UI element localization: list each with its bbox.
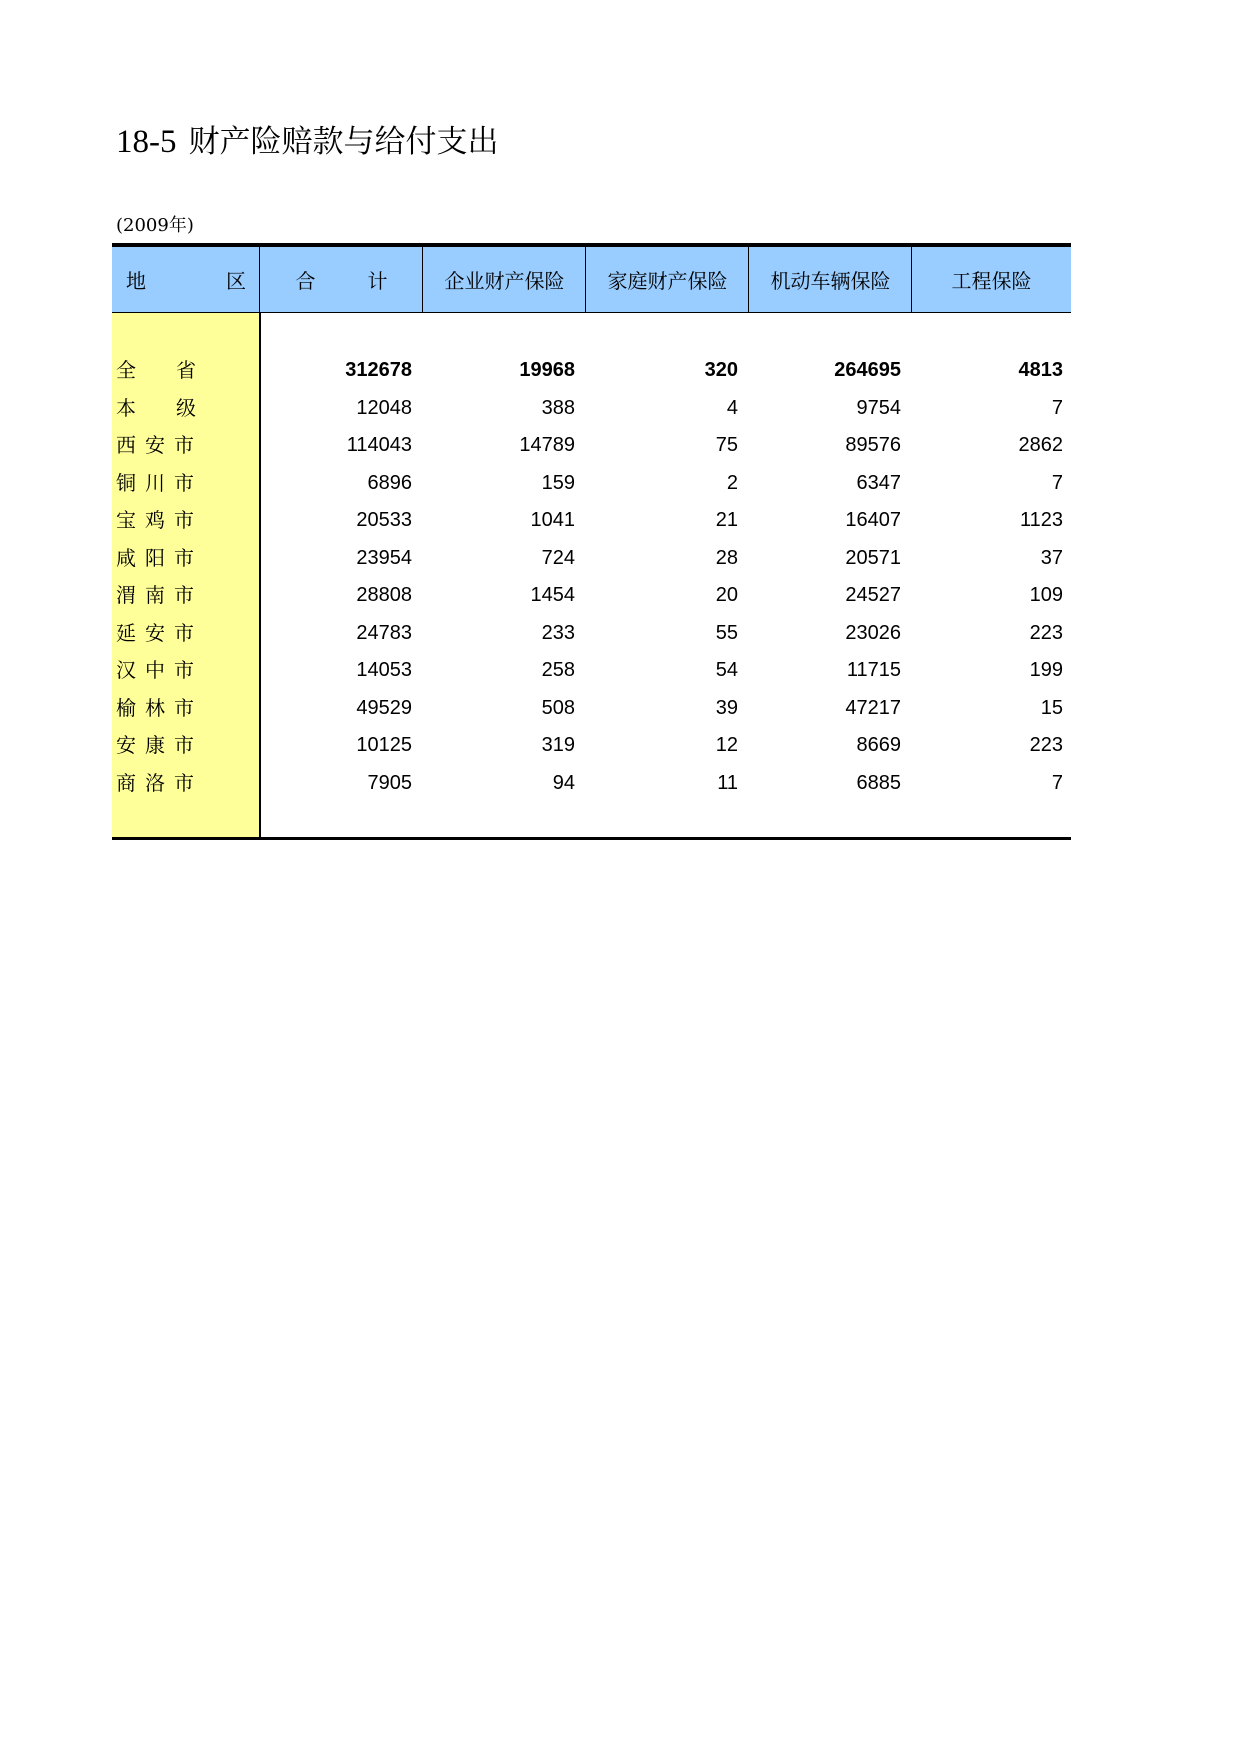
table-row <box>112 352 1071 389</box>
cell-value: 23026 <box>845 622 901 644</box>
cell-value: 47217 <box>845 697 901 719</box>
cell-value: 19968 <box>519 359 575 381</box>
cell-value: 223 <box>1029 622 1063 644</box>
cell-value: 2862 <box>1018 434 1063 456</box>
table-row <box>112 427 1071 464</box>
table-number: 18-5 <box>116 124 177 160</box>
cell-value: 12 <box>715 734 738 756</box>
cell-value: 14053 <box>356 659 412 681</box>
cell-value: 6896 <box>367 472 412 494</box>
cell-value: 9754 <box>856 397 901 419</box>
region-name: 全省 <box>116 358 236 382</box>
table-row <box>112 765 1071 802</box>
cell-value: 16407 <box>845 509 901 531</box>
cell-value: 21 <box>715 509 738 531</box>
cell-value: 1041 <box>530 509 575 531</box>
cell-value: 54 <box>715 659 738 681</box>
region-name: 汉中市 <box>116 658 203 682</box>
cell-value: 4813 <box>1018 359 1063 381</box>
header-enterprise-property: 企业财产保险 <box>422 247 586 312</box>
cell-value: 20 <box>715 584 738 606</box>
header-total: 合 计 <box>259 247 423 312</box>
region-name: 铜川市 <box>116 471 203 495</box>
cell-value: 12048 <box>356 397 412 419</box>
region-name: 榆林市 <box>116 696 203 720</box>
cell-value: 20533 <box>356 509 412 531</box>
cell-value: 508 <box>541 697 575 719</box>
cell-value: 24527 <box>845 584 901 606</box>
cell-value: 94 <box>552 772 575 794</box>
cell-value: 11 <box>717 772 738 794</box>
cell-value: 159 <box>541 472 575 494</box>
cell-value: 312678 <box>345 359 412 381</box>
header-household-property: 家庭财产保险 <box>585 247 749 312</box>
cell-value: 7 <box>1051 397 1063 419</box>
cell-value: 223 <box>1029 734 1063 756</box>
cell-value: 75 <box>715 434 738 456</box>
table-row <box>112 465 1071 502</box>
page-title <box>116 122 499 162</box>
cell-value: 114043 <box>346 434 412 456</box>
cell-value: 11715 <box>846 659 901 681</box>
table-header <box>112 247 1071 313</box>
cell-value: 1123 <box>1019 509 1063 531</box>
cell-value: 14789 <box>519 434 575 456</box>
cell-value: 258 <box>541 659 575 681</box>
region-name: 渭南市 <box>116 583 203 607</box>
region-name: 西安市 <box>116 433 203 457</box>
cell-value: 89576 <box>845 434 901 456</box>
table-row <box>112 652 1071 689</box>
cell-value: 6885 <box>856 772 901 794</box>
header-engineering: 工程保险 <box>911 247 1071 312</box>
cell-value: 109 <box>1029 584 1063 606</box>
region-name: 本级 <box>116 396 236 420</box>
cell-value: 8669 <box>856 734 901 756</box>
cell-value: 320 <box>704 359 738 381</box>
cell-value: 10125 <box>356 734 412 756</box>
table-title: 财产险赔款与给付支出 <box>188 124 499 160</box>
cell-value: 319 <box>541 734 575 756</box>
header-region: 地 区 <box>126 269 276 293</box>
bottom-rule <box>112 837 1071 840</box>
year-note: (2009年) <box>116 215 194 236</box>
cell-value: 24783 <box>356 622 412 644</box>
region-name: 咸阳市 <box>116 546 203 570</box>
cell-value: 28808 <box>356 584 412 606</box>
table-row <box>112 577 1071 614</box>
cell-value: 7 <box>1051 772 1063 794</box>
cell-value: 724 <box>541 547 575 569</box>
cell-value: 15 <box>1040 697 1063 719</box>
cell-value: 388 <box>541 397 575 419</box>
cell-value: 233 <box>541 622 575 644</box>
cell-value: 37 <box>1040 547 1063 569</box>
cell-value: 28 <box>715 547 738 569</box>
cell-value: 1454 <box>530 584 575 606</box>
cell-value: 264695 <box>834 359 901 381</box>
table-row <box>112 690 1071 727</box>
cell-value: 49529 <box>356 697 412 719</box>
table-row <box>112 540 1071 577</box>
region-name: 延安市 <box>116 621 203 645</box>
cell-value: 23954 <box>356 547 412 569</box>
cell-value: 6347 <box>856 472 901 494</box>
cell-value: 55 <box>715 622 738 644</box>
region-name: 商洛市 <box>116 771 203 795</box>
region-name: 安康市 <box>116 733 203 757</box>
header-motor-vehicle: 机动车辆保险 <box>748 247 912 312</box>
table-row <box>112 727 1071 764</box>
cell-value: 7905 <box>367 772 412 794</box>
region-name: 宝鸡市 <box>116 508 203 532</box>
cell-value: 7 <box>1051 472 1063 494</box>
cell-value: 4 <box>726 397 738 419</box>
cell-value: 199 <box>1029 659 1063 681</box>
cell-value: 2 <box>726 472 738 494</box>
cell-value: 20571 <box>845 547 901 569</box>
cell-value: 39 <box>715 697 738 719</box>
table-row <box>112 502 1071 539</box>
table-row <box>112 390 1071 427</box>
table-row <box>112 615 1071 652</box>
